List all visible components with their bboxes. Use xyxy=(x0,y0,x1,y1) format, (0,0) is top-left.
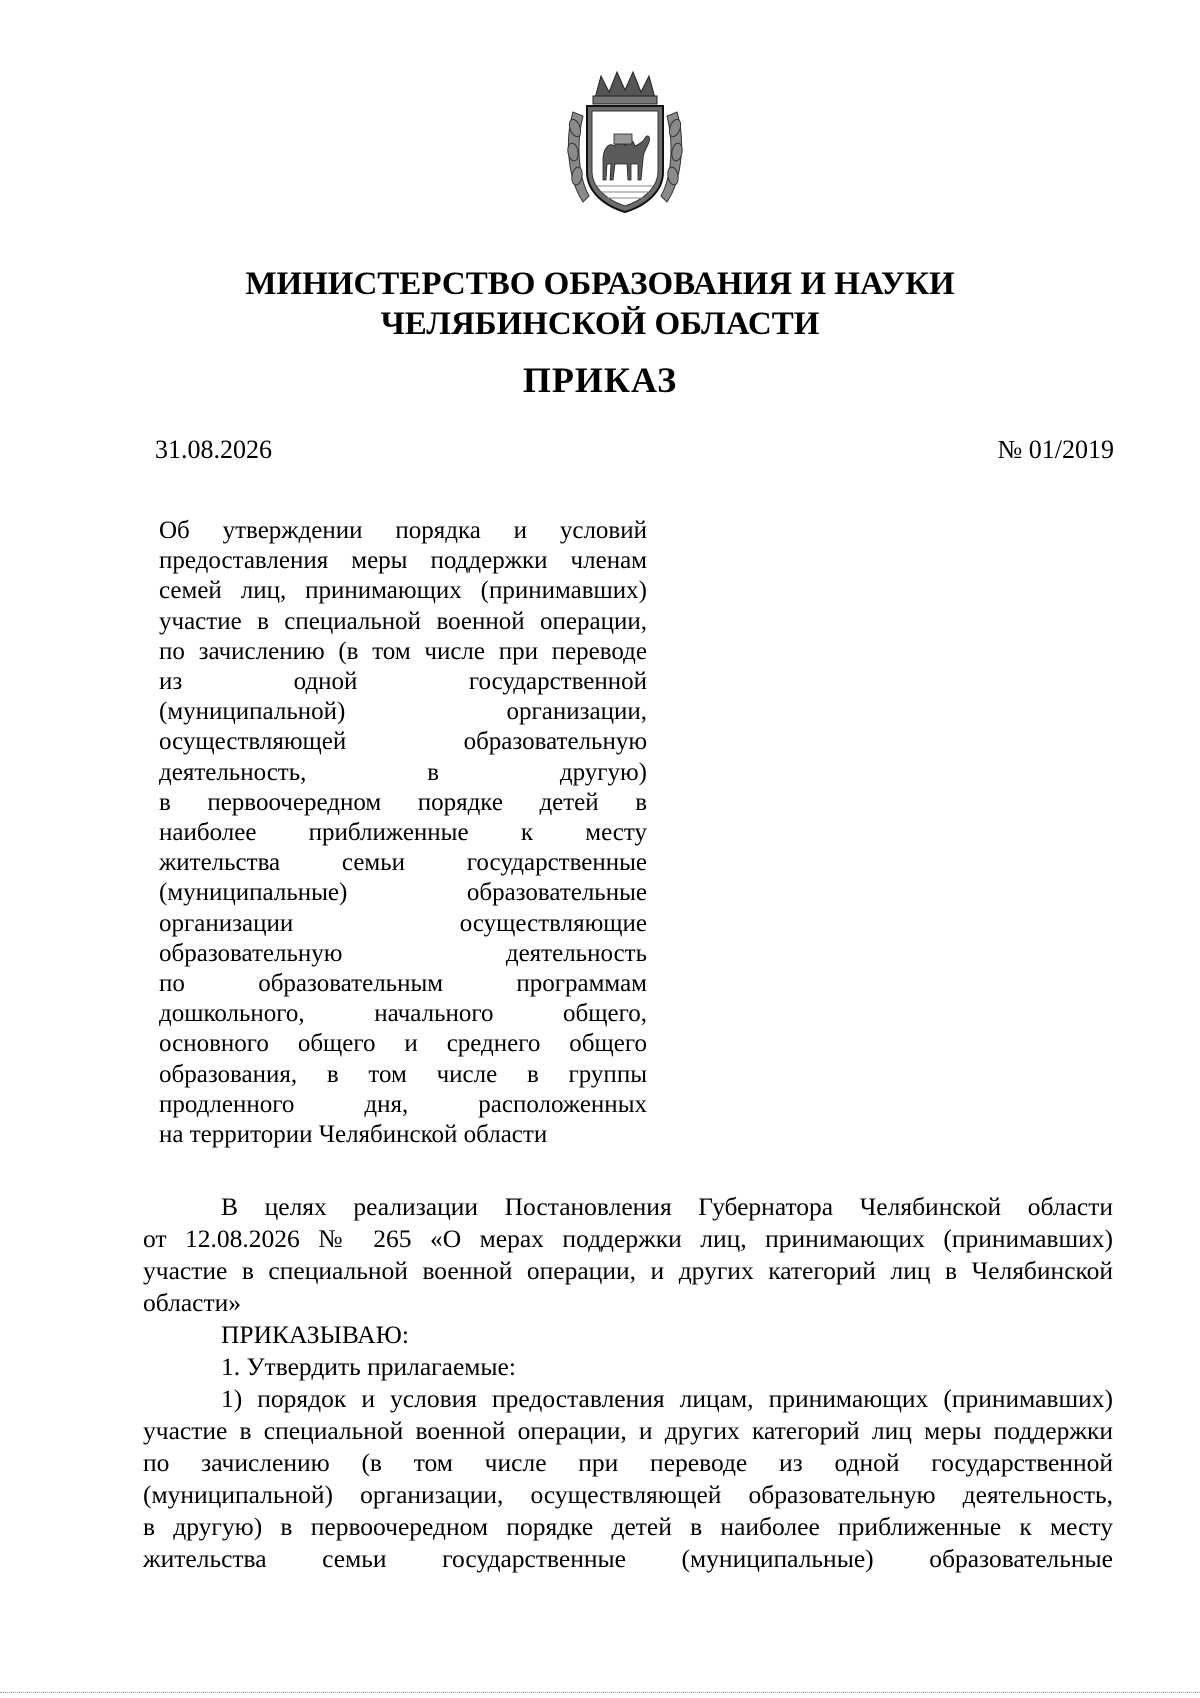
subject-line: по зачислению (в том числе при переводе xyxy=(159,637,647,665)
ministry-name-line2: ЧЕЛЯБИНСКОЙ ОБЛАСТИ xyxy=(380,306,820,342)
preamble-line: участие в специальной военной операции, и других категорий лиц в Челябинской xyxy=(143,1256,1113,1285)
preamble-line: от 12.08.2026 № 265 «О мерах поддержки лиц, принимающих (принимавших) xyxy=(143,1224,1113,1253)
item-1: 1. Утвердить прилагаемые: xyxy=(221,1352,516,1381)
subject-line: по образовательным программам xyxy=(159,970,647,998)
coat-of-arms-emblem xyxy=(565,68,685,218)
document-date: 31.08.2026 xyxy=(155,435,272,464)
ministry-name xyxy=(100,264,1100,344)
subject-line: (муниципальные) образовательные xyxy=(159,879,647,907)
subject-line: в первоочередном порядке детей в xyxy=(159,788,647,816)
subject-line: организации осуществляющие xyxy=(159,909,647,937)
subject-line: жительства семьи государственные xyxy=(159,849,647,877)
subject-line: образования, в том числе в группы xyxy=(159,1060,647,1088)
item-1-1-line: жительства семьи государственные (муниципальные) образовательные xyxy=(143,1544,1113,1573)
order-word: ПРИКАЗЫВАЮ: xyxy=(221,1320,409,1349)
subject-line: (муниципальной) организации, xyxy=(159,698,647,726)
subject-line: дошкольного, начального общего, xyxy=(159,1000,647,1028)
item-1-1-line: участие в специальной военной операции, и других категорий лиц меры поддержки xyxy=(143,1416,1113,1445)
order-body xyxy=(143,1191,1113,1575)
item-1-1-line: (муниципальной) организации, осуществляющей образовательную деятельность, xyxy=(143,1480,1113,1509)
subject-line: основного общего и среднего общего xyxy=(159,1030,647,1058)
preamble-line: В целях реализации Постановления Губернатора Челябинской области xyxy=(221,1192,1113,1221)
subject-line: деятельность, в другую) xyxy=(159,758,647,786)
subject-line: на территории Челябинской области xyxy=(159,1121,548,1149)
page-bottom-divider xyxy=(0,1692,1200,1694)
subject-line: наиболее приближенные к месту xyxy=(159,819,647,847)
subject-line: семей лиц, принимающих (принимавших) xyxy=(159,577,647,605)
subject-line: продленного дня, расположенных xyxy=(159,1090,647,1118)
subject-line: предоставления меры поддержки членам xyxy=(159,547,647,575)
preamble-line: области» xyxy=(143,1288,241,1317)
item-1-1-line: 1) порядок и условия предоставления лицам, принимающих (принимавших) xyxy=(221,1384,1113,1413)
subject-line: участие в специальной военной операции, xyxy=(159,607,647,635)
document-type-title: ПРИКАЗ xyxy=(522,360,678,400)
subject-line: Об утверждении порядка и условий xyxy=(159,517,647,544)
subject-line: осуществляющей образовательную xyxy=(159,728,647,756)
item-1-1-line: по зачислению (в том числе при переводе из одной государственной xyxy=(143,1448,1113,1477)
ministry-name-line1: МИНИСТЕРСТВО ОБРАЗОВАНИЯ И НАУКИ xyxy=(245,266,955,302)
item-1-1-line: в другую) в первоочередном порядке детей в наиболее приближенные к месту xyxy=(143,1512,1113,1541)
order-subject xyxy=(159,516,647,1150)
subject-line: из одной государственной xyxy=(159,668,647,696)
document-number: № 01/2019 xyxy=(997,435,1114,464)
subject-line: образовательную деятельность xyxy=(159,939,647,967)
